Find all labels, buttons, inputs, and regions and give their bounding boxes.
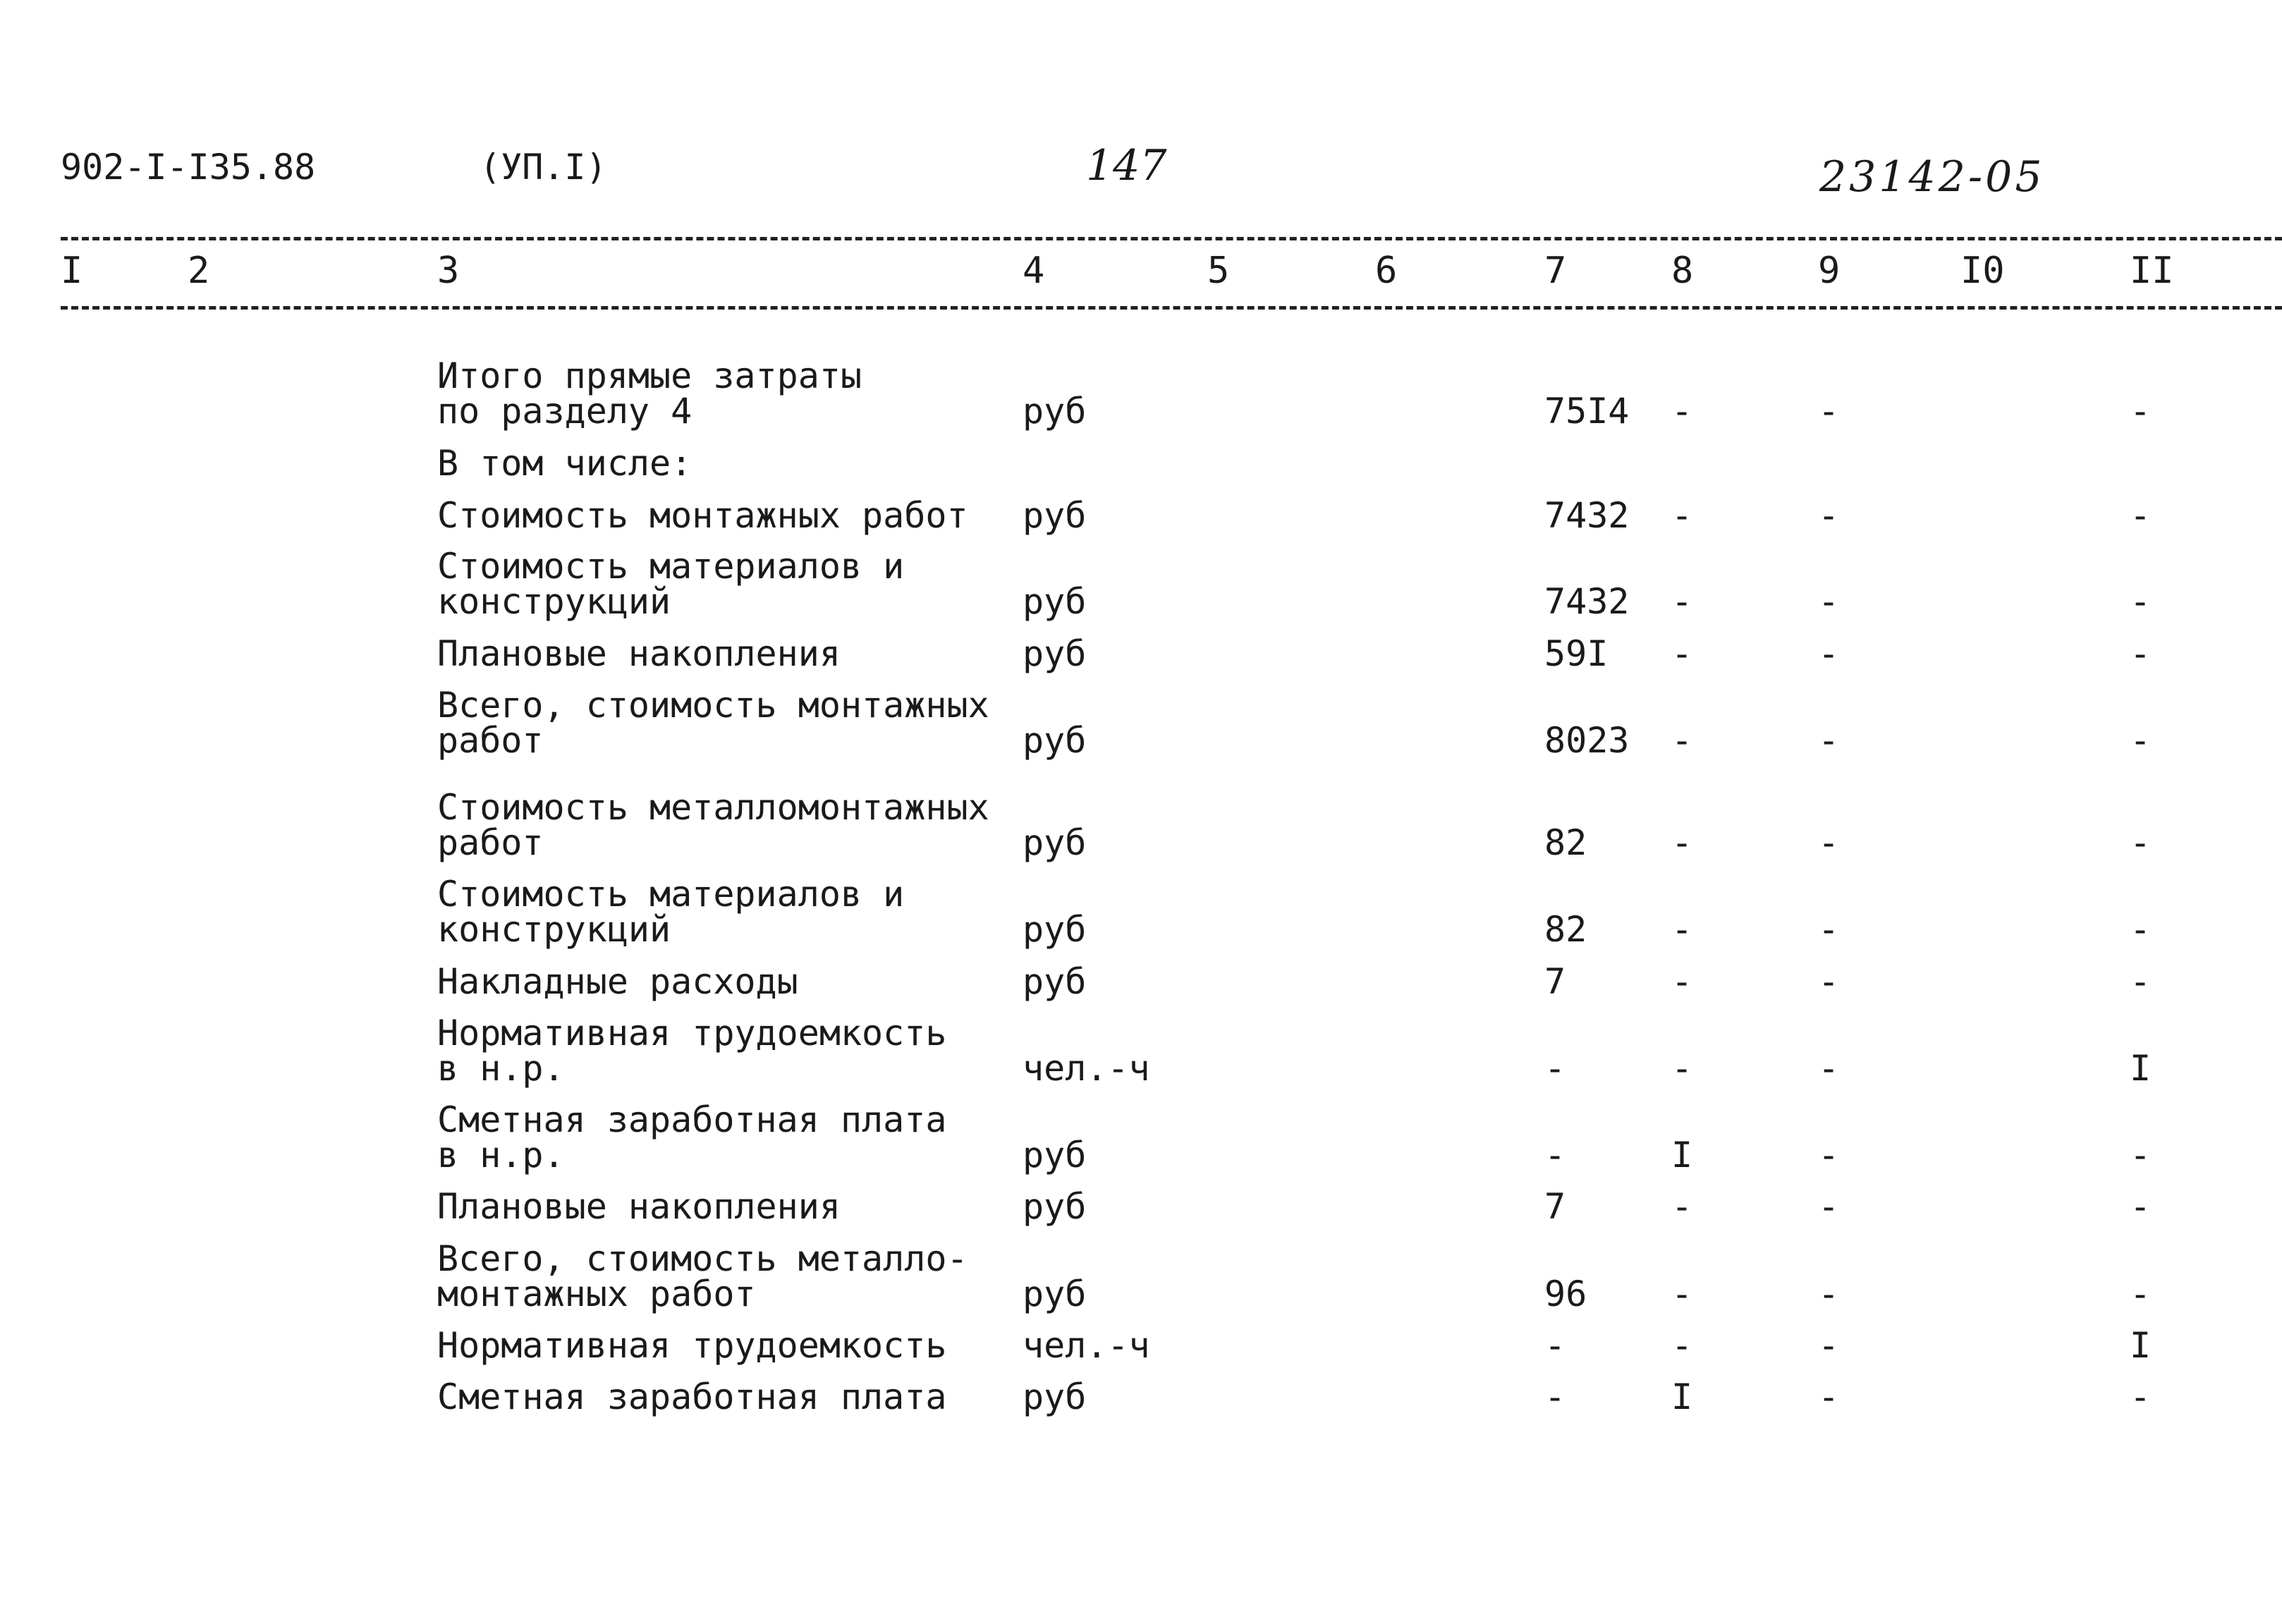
row-value-col11: -: [2130, 1376, 2152, 1417]
row-value-col7: 59I: [1544, 633, 1609, 674]
row-value-col7: 96: [1544, 1274, 1587, 1314]
row-value-col9: -: [1818, 1274, 1840, 1314]
row-value-col9: -: [1818, 1135, 1840, 1176]
row-name: Накладные расходы: [437, 961, 798, 1002]
row-value-col11: I: [2130, 1325, 2152, 1366]
row-unit: руб: [1023, 633, 1087, 674]
row-value-col11: -: [2130, 495, 2152, 536]
row-value-col7: 7: [1544, 1186, 1566, 1227]
row-name: Стоимость монтажных работ: [437, 495, 968, 536]
column-number-2: 2: [188, 250, 210, 292]
row-unit: руб: [1023, 1376, 1087, 1417]
row-value-col9: -: [1818, 495, 1840, 536]
row-value-col8: I: [1671, 1376, 1693, 1417]
column-number-4: 4: [1023, 250, 1045, 292]
row-value-col8: -: [1671, 909, 1693, 950]
row-value-col9: -: [1818, 633, 1840, 674]
row-name: Всего, стоимость металло- монтажных работ: [437, 1238, 968, 1314]
row-value-col9: -: [1818, 1376, 1840, 1417]
column-number-1: I: [61, 250, 83, 292]
row-value-col7: 82: [1544, 909, 1587, 950]
row-value-col7: -: [1544, 1325, 1566, 1366]
row-name: Итого прямые затраты по разделу 4: [437, 355, 862, 432]
row-unit: руб: [1023, 1274, 1087, 1314]
row-value-col11: -: [2130, 909, 2152, 950]
row-value-col11: -: [2130, 822, 2152, 863]
row-value-col8: -: [1671, 495, 1693, 536]
column-number-8: 8: [1671, 250, 1694, 292]
row-value-col8: I: [1671, 1135, 1693, 1176]
row-value-col7: -: [1544, 1135, 1566, 1176]
row-name: Плановые накопления: [437, 1186, 841, 1227]
row-value-col8: -: [1671, 1274, 1693, 1314]
header-bottom-rule: [61, 306, 2282, 310]
row-name: Всего, стоимость монтажных работ: [437, 685, 989, 761]
row-unit: руб: [1023, 822, 1087, 863]
row-name: Сметная заработная плата: [437, 1376, 947, 1417]
row-value-col9: -: [1818, 1325, 1840, 1366]
row-value-col7: -: [1544, 1376, 1566, 1417]
row-value-col11: -: [2130, 961, 2152, 1002]
column-number-9: 9: [1818, 250, 1841, 292]
row-value-col11: -: [2130, 1274, 2152, 1314]
row-value-col9: -: [1818, 822, 1840, 863]
inventory-number: 23142-05: [1819, 152, 2045, 202]
row-unit: руб: [1023, 1186, 1087, 1227]
album-label: (УП.I): [480, 147, 607, 188]
row-value-col11: -: [2130, 391, 2152, 432]
row-unit: руб: [1023, 495, 1087, 536]
row-name: Сметная заработная плата в н.р.: [437, 1099, 947, 1176]
row-value-col11: -: [2130, 1186, 2152, 1227]
row-value-col7: 75I4: [1544, 391, 1630, 432]
row-value-col8: -: [1671, 720, 1693, 761]
row-value-col11: I: [2130, 1048, 2152, 1089]
row-value-col8: -: [1671, 391, 1693, 432]
row-unit: руб: [1023, 720, 1087, 761]
row-name: Плановые накопления: [437, 633, 841, 674]
row-unit: чел.-ч: [1023, 1048, 1150, 1089]
column-number-3: 3: [437, 250, 460, 292]
row-name: Стоимость материалов и конструкций: [437, 874, 905, 950]
row-value-col9: -: [1818, 391, 1840, 432]
row-unit: руб: [1023, 391, 1087, 432]
row-value-col9: -: [1818, 720, 1840, 761]
row-value-col11: -: [2130, 1135, 2152, 1176]
row-value-col8: -: [1671, 961, 1693, 1002]
row-value-col11: -: [2130, 581, 2152, 622]
row-name: В том числе:: [437, 443, 692, 484]
row-value-col11: -: [2130, 720, 2152, 761]
page-number: 147: [1086, 141, 1167, 190]
row-value-col7: 82: [1544, 822, 1587, 863]
row-value-col7: 7432: [1544, 495, 1630, 536]
row-name: Стоимость материалов и конструкций: [437, 546, 905, 622]
column-number-5: 5: [1207, 250, 1230, 292]
row-value-col9: -: [1818, 909, 1840, 950]
document-code: 902-I-I35.88: [61, 147, 316, 188]
row-value-col8: -: [1671, 1325, 1693, 1366]
row-name: Нормативная трудоемкость в н.р.: [437, 1013, 947, 1089]
row-unit: руб: [1023, 961, 1087, 1002]
column-number-11: II: [2130, 250, 2174, 292]
row-name: Нормативная трудоемкость: [437, 1325, 947, 1366]
row-unit: руб: [1023, 1135, 1087, 1176]
row-value-col9: -: [1818, 1048, 1840, 1089]
row-name: Стоимость металломонтажных работ: [437, 787, 989, 863]
row-value-col8: -: [1671, 1048, 1693, 1089]
row-value-col7: 8023: [1544, 720, 1630, 761]
header-top-rule: [61, 237, 2282, 240]
row-unit: руб: [1023, 909, 1087, 950]
column-number-10: I0: [1960, 250, 2005, 292]
row-value-col7: 7: [1544, 961, 1566, 1002]
row-value-col7: 7432: [1544, 581, 1630, 622]
row-value-col8: -: [1671, 633, 1693, 674]
row-value-col8: -: [1671, 1186, 1693, 1227]
row-value-col8: -: [1671, 581, 1693, 622]
row-value-col11: -: [2130, 633, 2152, 674]
row-value-col7: -: [1544, 1048, 1566, 1089]
row-value-col8: -: [1671, 822, 1693, 863]
row-unit: руб: [1023, 581, 1087, 622]
row-value-col9: -: [1818, 1186, 1840, 1227]
column-number-7: 7: [1544, 250, 1567, 292]
row-unit: чел.-ч: [1023, 1325, 1150, 1366]
row-value-col9: -: [1818, 961, 1840, 1002]
column-number-6: 6: [1375, 250, 1398, 292]
row-value-col9: -: [1818, 581, 1840, 622]
